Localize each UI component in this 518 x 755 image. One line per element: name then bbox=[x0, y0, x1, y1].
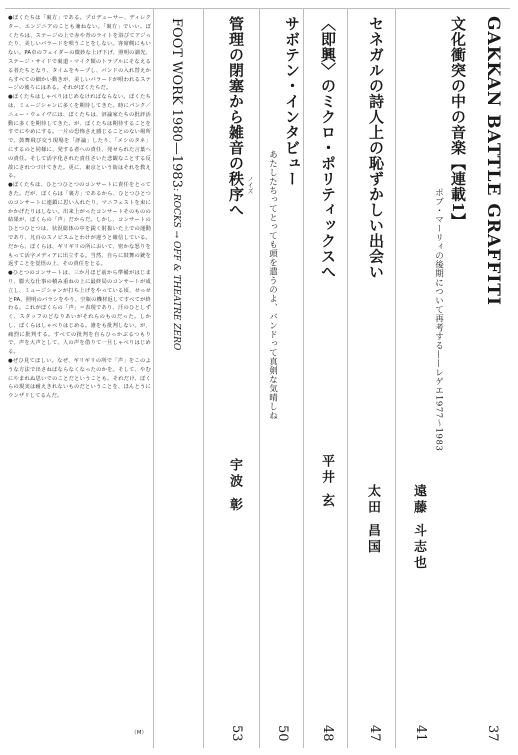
article-3-page-number: 48 bbox=[320, 725, 335, 742]
article-2-title[interactable]: セネガルの詩人上の恥ずかしい出会い bbox=[367, 16, 385, 280]
essay-signature: （M） bbox=[131, 730, 147, 737]
essay-paragraph-5: ●ぜひ見てほしい。なぜ、ギリギリの所で「声」をこのような方法で出さねばならなくなったのかを。そして、やむにやまれぬ思いでのことだということも。それだけ、ぼくらの現実は耐えきれないものだということを、ほんとうにウンザリしてるんだ。 bbox=[8, 358, 151, 400]
essay-paragraph-3: ●ぼくたちは、ひとつひとつのコンサートに責任をとってきた。だが、ぼくらは「裏方」であるから、ひとつひとつのコンサートに連鎖に思い入れたり、マニフェストを束にかかげたりはしない。出来上がったコンサートそのものの結果が、ぼくらの「声」だからだ。しかし、コンサートのひとつひとつは、状況総体の中を鋭く射抜いた上での運動であり、凡百のスノビスムとわけが違うと確信している。だから、ぼくらは、ギリギリの所において、密かな怒りをもって活字メディアに出立する。当然、自らに鼓舞の銃を返すことを覚悟の上、その責任をとる。 bbox=[8, 182, 151, 268]
article-2-page-number: 47 bbox=[367, 725, 382, 742]
article-1-page-number: 41 bbox=[413, 725, 428, 742]
column-divider bbox=[347, 8, 348, 748]
series-page-number: 37 bbox=[485, 725, 500, 742]
footwork-column[interactable] bbox=[156, 8, 200, 748]
series-column bbox=[478, 8, 508, 748]
essay-paragraph-2: ●ぼくたちはしゃべりはじめなければならない。ぼくたちは、ミュージシャンに多くを期待してきた。時にパンク／ニュー・ウェイヴには、ぼくたちは、評論家たちの批評活動に多くを期待してきた。が、ぼくたちは期待することをすでにやめにする。一片の恐怖さえ感じることのない場所で、鼓舞飛び交う現場を「評論」したり、「メシのタネ」にするのと同様に、発する者への責任、発せられた言葉への責任。そして活字化された責任さいた悲観なことする反故にされつづけてきた。更に、東京という街はそれを教える。 bbox=[8, 94, 151, 180]
column-divider bbox=[259, 8, 260, 748]
article-4-page-number: 50 bbox=[275, 725, 290, 742]
column-divider bbox=[153, 8, 154, 748]
column-divider bbox=[203, 8, 204, 748]
footwork-subtitle: : ROCKS → OFF & THEATRE ZERO bbox=[171, 187, 181, 351]
essay-paragraph-1: ●ぼくたちは「裏方」である。プロデューサー、ディレクター、エンジニアのことも兼ねない。「裏方」でいい。ぼくたちは、ステージの上で赤や青のライトを浴びてアジったり、美しいバラードを唄うことをしない。客席側にもいない。PA卓のフェイダーの微妙な上げ下げ、照明の調光、ステージ・サイドで裏道・マイク類のトラブルにそなえるる者たちとなり、タイムをキープし、バンドの入れ替えからすべての細かい動きが、美しいバラードが唄われるステージの後ろにはある。それがぼくたちだ。 bbox=[8, 15, 151, 92]
article-1-subtitle: ポブ・マーリィの後期について再考する——レゲエ1977〜1983 bbox=[433, 188, 444, 452]
article-1-author: 遠藤 斗志也 bbox=[411, 484, 426, 572]
article-5-page-number: 53 bbox=[229, 725, 244, 742]
footwork-title[interactable]: FOOT WORK 1980—1983 bbox=[169, 18, 184, 188]
column-divider bbox=[395, 8, 396, 748]
article-5-ruby: ノイズ bbox=[246, 176, 253, 194]
article-3-title[interactable]: 〈即興〉のミクロ・ポリティックスへ bbox=[319, 16, 337, 280]
article-4[interactable] bbox=[262, 8, 302, 748]
article-1[interactable] bbox=[398, 8, 474, 748]
article-5-title[interactable]: 管理の閉塞から雑音の秩序へ bbox=[227, 16, 245, 218]
article-4-title[interactable]: サボテン・インタビュー bbox=[283, 16, 301, 187]
article-3[interactable] bbox=[306, 8, 346, 748]
article-2[interactable] bbox=[350, 8, 394, 748]
essay-text-block bbox=[8, 14, 151, 738]
article-5[interactable] bbox=[206, 8, 258, 748]
article-2-author: 太田 昌国 bbox=[365, 484, 380, 556]
essay-paragraph-4: ●ひとつのコンサートは、三か月ほど前から準備がはじまり、膨大な仕事の積み重ねの上に最終局のコンサートが成立し、ミュージシャンが打ち上げをやっている頃、せっせとPA、照明のバラシをやり、空瓶の機材返してすべてが終わる。これがぼくらの「声」＝表現であり、汗のひとしずく、スタッフのどなりあいがそれらのものだった。しかし、ぼくらはしゃべりはじめる。誰をも批判しない。が、痛烈に批判する。すべての批判を自らひっかぶるつもりで、声を大声として、人の声を借りて一旦しゃべりはじめる。 bbox=[8, 270, 151, 356]
article-1-title[interactable]: 文化衝突の中の音楽【連載1】 bbox=[449, 16, 467, 229]
footwork-title-line bbox=[170, 18, 183, 350]
article-3-author: 平井 玄 bbox=[319, 454, 334, 510]
article-5-author: 宇波 彰 bbox=[227, 458, 242, 514]
column-divider bbox=[303, 8, 304, 748]
series-title: GAKKAN BATTLE GRAFFITI bbox=[483, 16, 503, 306]
article-4-subtitle: あたしたちってとっても頭を遣うのよ、バンドって真剣な気晴しね bbox=[267, 150, 278, 420]
